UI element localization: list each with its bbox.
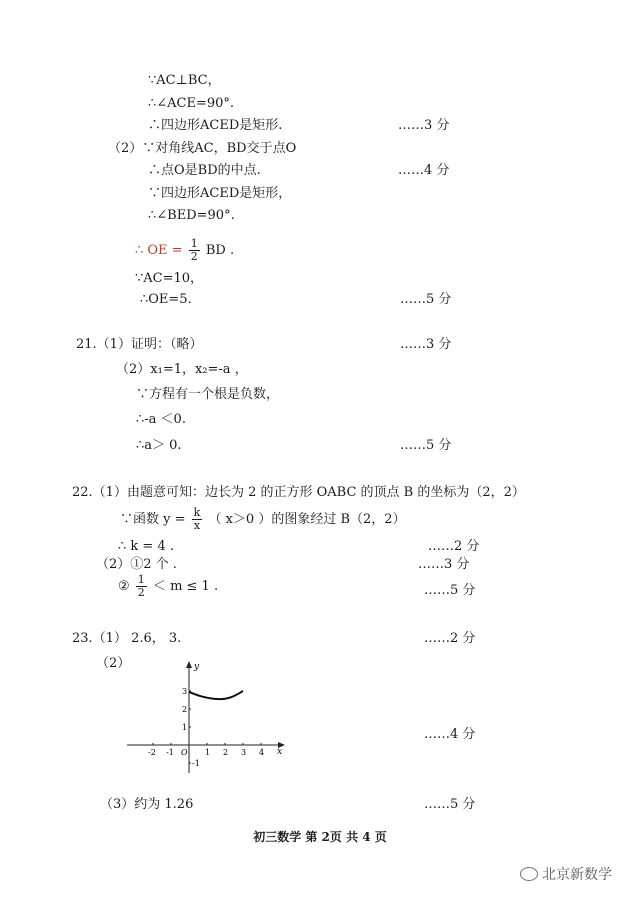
line-ac-perp-bc: ∵AC⊥BC， bbox=[148, 73, 221, 88]
fraction-numerator: 1 bbox=[137, 573, 145, 586]
x-tick-label: -2 bbox=[148, 748, 156, 757]
line-minus-a-lt-0: ∴-a ＜0. bbox=[136, 412, 186, 427]
m-range-text: ＜ m ≤ 1 . bbox=[152, 579, 219, 594]
problem-23-part3: （3）约为 1.26 bbox=[100, 797, 194, 812]
x-tick-label: 1 bbox=[205, 748, 211, 757]
line-a-gt-0: ∴a＞ 0. bbox=[136, 438, 182, 453]
x-tick-label: -1 bbox=[166, 748, 174, 757]
line-two-points: （2）①2 个 . bbox=[96, 557, 177, 572]
watermark bbox=[520, 864, 612, 884]
x-tick-label: 2 bbox=[223, 748, 229, 757]
y-tick-label: 3 bbox=[182, 687, 188, 696]
line-k-equals-4: ∴ k = 4 . bbox=[118, 539, 174, 554]
fraction-half-m bbox=[136, 574, 147, 599]
problem-21-roots: （2）x₁=1，x₂=-a ， bbox=[116, 362, 248, 377]
score-3-c: ……3 分 bbox=[418, 557, 470, 572]
fraction-denominator: 2 bbox=[137, 586, 145, 599]
line-midpoint: ∴点O是BD的中点. bbox=[148, 163, 261, 178]
line-angle-ace: ∴∠ACE=90°. bbox=[148, 96, 235, 111]
x-tick-label: 3 bbox=[241, 748, 247, 757]
y-axis-label: y bbox=[194, 662, 200, 672]
score-5-b: ……5 分 bbox=[400, 438, 452, 453]
score-2-b: ……2 分 bbox=[424, 631, 476, 646]
score-5-d: ……5 分 bbox=[424, 797, 476, 812]
line-oe-half-bd bbox=[135, 238, 234, 263]
fraction-half bbox=[189, 238, 200, 263]
score-5-c: ……5 分 bbox=[424, 583, 476, 598]
y-tick-label: 2 bbox=[182, 705, 188, 714]
line-oe-equals-5: ∴OE=5. bbox=[140, 292, 192, 307]
function-curve bbox=[189, 691, 243, 699]
line-angle-bed: ∴∠BED=90°. bbox=[148, 208, 235, 223]
function-prefix: ∵函数 y = bbox=[120, 512, 186, 527]
problem-21-part1: 21.（1）证明：（略） bbox=[76, 337, 203, 352]
score-2-a: ……2 分 bbox=[428, 539, 480, 554]
fraction-denominator: x bbox=[193, 519, 201, 532]
problem-22-part1: 22.（1）由题意可知：边长为 2 的正方形 OABC 的顶点 B 的坐标为（2，2） bbox=[72, 485, 525, 500]
line-rectangle-aced: ∴四边形ACED是矩形. bbox=[148, 118, 283, 133]
line-ac-equals-10: ∵AC=10， bbox=[135, 271, 204, 286]
problem-23-part2-label: （2） bbox=[96, 656, 131, 671]
line-rectangle-again: ∵四边形ACED是矩形， bbox=[148, 186, 292, 201]
score-3-a: ……3 分 bbox=[398, 118, 450, 133]
score-5-a: ……5 分 bbox=[400, 292, 452, 307]
y-tick-label: -1 bbox=[192, 759, 200, 768]
fraction-k-over-x bbox=[192, 507, 203, 532]
score-4-a: ……4 分 bbox=[398, 163, 450, 178]
line-negative-root: ∵方程有一个根是负数， bbox=[136, 387, 280, 402]
y-tick-label: 1 bbox=[182, 723, 188, 732]
line-diagonals: （2）∵对角线AC，BD交于点O bbox=[108, 141, 297, 156]
line-function-y-k-over-x bbox=[120, 507, 406, 532]
x-tick-label: 4 bbox=[259, 748, 265, 757]
x-tick-label: O bbox=[181, 748, 188, 757]
page-footer: 初三数学 第 2页 共 4 页 bbox=[253, 830, 387, 844]
fraction-numerator: k bbox=[193, 506, 201, 519]
score-3-b: ……3 分 bbox=[400, 337, 452, 352]
bd-text: BD . bbox=[205, 243, 235, 258]
fraction-denominator: 2 bbox=[190, 250, 198, 263]
line-m-range bbox=[118, 574, 218, 599]
score-4-b: ……4 分 bbox=[424, 727, 476, 742]
fraction-numerator: 1 bbox=[190, 237, 198, 250]
y-axis-arrow bbox=[186, 661, 192, 668]
therefore-symbol: ∴ OE = bbox=[135, 243, 183, 258]
problem-23-part1: 23.（1） 2.6， 3. bbox=[72, 631, 182, 646]
function-suffix: （ x＞0 ）的图象经过 B（2，2） bbox=[208, 512, 406, 527]
x-axis-label: x bbox=[277, 747, 283, 757]
function-graph bbox=[125, 655, 290, 775]
circled-two: ② bbox=[118, 579, 130, 594]
watermark-text: 北京新数学 bbox=[542, 867, 612, 883]
wechat-icon bbox=[520, 867, 538, 881]
